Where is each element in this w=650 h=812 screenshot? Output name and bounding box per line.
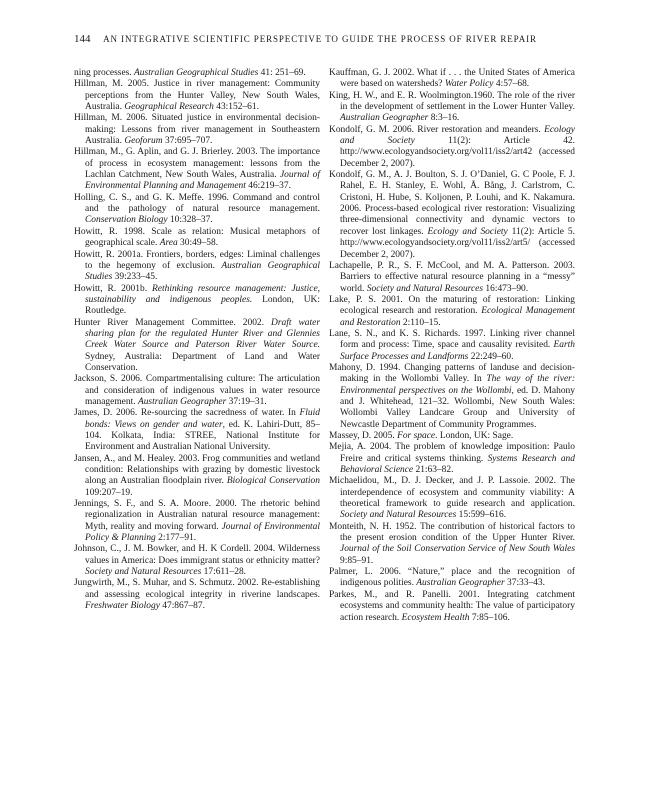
reference-entry <box>74 374 320 408</box>
reference-title-italic: Society and Natural Resources <box>85 567 202 578</box>
reference-title-italic: Australian Geographer <box>137 396 227 407</box>
reference-text: 21:63–82. <box>413 465 454 476</box>
reference-text: Howitt, R. 2001a. Frontiers, borders, edges: Liminal challenges to the hegemony of exclusion. <box>74 249 320 271</box>
reference-text: London, UK: Routledge. <box>85 294 320 317</box>
reference-title-italic: Biological Conservation <box>226 476 320 487</box>
reference-title-italic: Geographical Research <box>124 102 214 113</box>
reference-text: 41: 251–69. <box>258 68 306 78</box>
reference-text: Mahony, D. 1994. Changing patterns of landuse and decision-making in the Wollombi Valley. In <box>329 362 575 385</box>
reference-text: Hillman, M., G. Aplin, and G. J. Brierley. 2003. The importance of process in ecosystem management: lessons from the Lachlan Catchment, New South Wales, Australia. <box>74 147 320 181</box>
reference-text: Hunter River Management Committee. 2002. <box>74 317 272 328</box>
reference-text: Howitt, R. 2001b. <box>74 283 153 294</box>
reference-text: 8:3–16. <box>428 113 460 124</box>
reference-entry <box>74 578 320 612</box>
reference-text: Palmer, L. 2006. “Nature,” place and the recognition of indigenous polities. <box>329 567 575 589</box>
reference-title-italic: Systems Research and Behavioral Science <box>340 453 575 476</box>
reference-title-italic: Ecosystem Health <box>401 612 470 623</box>
reference-text: Jansen, A., and M. Healey. 2003. Frog communities and wetland condition: Relationships with grazing by domestic livestock along an Australian floodplain river. <box>74 453 320 487</box>
reference-text: Holling, C. S., and G. K. Meffe. 1996. Command and control and the pathology of natural resource management. <box>74 192 320 215</box>
reference-text: Lane, S. N., and K. S. Richards. 1997. Linking river channel form and process: Time, space and causality revisited. <box>329 328 575 351</box>
reference-text: 43:152–61. <box>213 102 259 113</box>
reference-text: Johnson, C., J. M. Bowker, and H. K Cordell. 2004. Wilderness values in America: Does immigrant status or ethnicity matter? <box>74 544 320 566</box>
reference-title-italic: Journal of the Soil Conservation Service of New South Wales <box>340 544 575 555</box>
reference-entry <box>74 147 320 192</box>
reference-text: 37:695–707. <box>162 136 213 147</box>
reference-entry <box>329 431 575 442</box>
reference-entry <box>329 590 575 624</box>
reference-title-italic: Conservation Biology <box>85 215 168 226</box>
running-header <box>74 33 594 47</box>
reference-text: ning processes. <box>74 68 135 78</box>
reference-entry <box>74 544 320 578</box>
reference-text: , ed. K. Lahiri-Dutt, 85–104. Kolkata, India: STREE, National Institute for Environment and Australian National University. <box>85 419 320 453</box>
reference-text: 2:177–91. <box>155 533 197 544</box>
reference-text: 11(2): Article 5. http://www.ecologyandsociety.org/vol11/iss2/art5/ (accessed December 2, 2007). <box>340 226 575 260</box>
reference-text: 9:85–91. <box>340 555 374 566</box>
reference-title-italic: Fluid bonds: Views on gender and water <box>85 408 320 430</box>
reference-entry <box>329 363 575 431</box>
reference-title-italic: Australian Geographical Studies <box>134 68 259 78</box>
reference-text: James, D. 2006. Re-sourcing the sacredness of water. In <box>74 408 300 419</box>
reference-text: 4:57–68. <box>493 79 530 90</box>
reference-text: Lachapelle, P. R., S. F. McCool, and M. A. Patterson. 2003. Barriers to effective natural resource planning in a “messy” world. <box>329 260 575 294</box>
reference-title-italic: Journal of Environmental Planning and Management <box>85 170 320 192</box>
reference-title-italic: Society and Natural Resources <box>366 283 484 294</box>
reference-text: Hillman, M. 2006. Situated justice in environmental decision-making: Lessons from river management in Southeastern Australia. <box>74 113 320 147</box>
reference-text: 11(2): Article 42. http://www.ecologyandsociety.org/vol11/iss2/art42 (accessed December 2, 2007). <box>340 136 575 169</box>
reference-title-italic: Rethinking resource management: Justice, sustainability and indigenous peoples. <box>85 283 320 305</box>
references-column-left <box>74 68 320 613</box>
reference-text: Monteith, N. H. 1952. The contribution of historical factors to the present erosion condition of the Upper Hunter River. <box>329 521 575 544</box>
reference-entry <box>329 68 575 91</box>
running-title: AN INTEGRATIVE SCIENTIFIC PERSPECTIVE TO GUIDE THE PROCESS OF RIVER REPAIR <box>103 34 537 44</box>
reference-text: Sydney, Australia: Department of Land and Water Conservation. <box>85 351 320 373</box>
reference-title-italic: Journal of Environmental Policy & Planning <box>85 521 320 544</box>
reference-text: Kauffman, G. J. 2002. What if . . . the United States of America were based on watersheds? <box>329 68 575 90</box>
reference-entry <box>329 442 575 476</box>
reference-text: Mejia, A. 2004. The problem of knowledge imposition: Paulo Freire and critical systems thinking. <box>329 442 575 464</box>
reference-text: Parkes, M., and R. Panelli. 2001. Integrating catchment ecosystems and community health: The value of participatory action research. <box>329 589 575 623</box>
reference-text: 39:233–45. <box>112 272 158 283</box>
reference-title-italic: Geoforum <box>124 136 163 147</box>
reference-text: Howitt, R. 1998. Scale as relation: Musical metaphors of geographical scale. <box>74 226 320 249</box>
reference-entry <box>74 227 320 250</box>
reference-entry <box>329 329 575 363</box>
reference-entry <box>74 408 320 453</box>
reference-text: Massey, D. 2005. <box>329 431 398 441</box>
reference-text: Hillman, M. 2005. Justice in river management: Community perceptions from the Hunter Valley, New South Wales, Australia. <box>74 79 320 113</box>
reference-entry <box>329 125 575 170</box>
reference-entry <box>74 79 320 113</box>
reference-entry <box>329 170 575 261</box>
reference-entry <box>329 476 575 521</box>
reference-entry <box>74 284 320 318</box>
reference-text: 2:110–15. <box>400 317 441 328</box>
reference-text: Kondolf, G. M. 2006. River restoration and meanders. <box>329 124 545 135</box>
reference-entry <box>329 295 575 329</box>
reference-title-italic: Ecological Management and Restoration <box>340 306 575 328</box>
reference-text: 47:867–87. <box>159 601 205 612</box>
reference-title-italic: Society and Natural Resources <box>340 510 457 521</box>
reference-entry <box>74 193 320 227</box>
reference-text: 7:85–106. <box>469 612 510 623</box>
reference-text: 109:207–19. <box>85 487 133 498</box>
reference-title-italic: Australian Geographer <box>416 578 505 589</box>
reference-entry <box>74 250 320 284</box>
reference-title-italic: Draft water sharing plan for the regulated Hunter River and Glennies Creek Water Source and Paterson River Water Source. <box>85 317 320 351</box>
reference-title-italic: The way of the river: Environmental perspectives on the Wollombi <box>340 374 575 396</box>
reference-title-italic: For space <box>397 431 436 441</box>
reference-text: Michaelidou, M., D. J. Decker, and J. P. Lassoie. 2002. The interdependence of ecosystem and community viability: A theoretical framework to guide research and application. <box>329 476 575 510</box>
reference-text: 30:49–58. <box>177 238 219 249</box>
reference-text: 16:473–90. <box>483 283 529 294</box>
reference-entry <box>74 68 320 79</box>
reference-text: Lake, P. S. 2001. On the maturing of restoration: Linking ecological research and restoration. <box>329 294 575 317</box>
reference-title-italic: Water Policy <box>444 79 494 90</box>
reference-title-italic: Earth Surface Processes and Landforms <box>340 340 575 362</box>
reference-text: King, H. W., and E. R. Woolmington.1960. The role of the river in the development of settlement in the Lower Hunter Valley. <box>329 90 575 113</box>
reference-entry <box>329 91 575 125</box>
reference-text: 22:249–60. <box>468 351 514 362</box>
reference-entry <box>329 261 575 295</box>
reference-text: , ed. D. Mahony and J. Whitehead, 121–32. Wollombi, New South Wales: Wollombi Valley Landcare Group and University of Newcastle Department of Community Programmes. <box>340 385 575 430</box>
reference-entry <box>74 454 320 499</box>
reference-entry <box>74 113 320 147</box>
reference-text: 37:19–31. <box>226 396 267 407</box>
references-column-right <box>329 68 575 624</box>
reference-text: Jennings, S. F., and S. A. Moore. 2000. The rhetoric behind regionalization in Australian natural resource management: Myth, reality and moving forward. <box>74 499 320 532</box>
reference-text: Jackson, S. 2006. Compartmentalising culture: The articulation and consideration of indigenous values in water resource management. <box>74 374 320 407</box>
reference-title-italic: Australian Geographical Studies <box>85 260 320 283</box>
reference-title-italic: Ecology and Society <box>427 226 508 237</box>
reference-text: 46:219–37. <box>245 181 291 192</box>
reference-text: Kondolf, G. M., A. J. Boulton, S. J. O’Daniel, G. C Poole, F. J. Rahel, E. H. Stanley, E. Wohl, Å. Bång, J. Carlstrom, C. Cristoni, H. Hube, S. Koljonen, P. Louhi, and K. Nakamura. 2006. Process-based ecological river restoration: Visualizing three-dimensional connectivity and dynamic vectors to recover lost linkages. <box>329 170 575 237</box>
reference-entry <box>74 318 320 375</box>
reference-text: 37:33–43. <box>504 578 546 589</box>
reference-text: 17:611–28. <box>201 567 247 578</box>
reference-text: . London, UK: Sage. <box>435 431 514 441</box>
reference-title-italic: Australian Geographer <box>340 113 429 124</box>
reference-entry <box>329 567 575 590</box>
reference-title-italic: Freshwater Biology <box>85 601 160 612</box>
reference-title-italic: Ecology and Society <box>340 124 575 147</box>
reference-text: Jungwirth, M., S. Muhar, and S. Schmutz. 2002. Re-establishing and assessing ecological integrity in riverine landscapes. <box>74 578 320 600</box>
reference-entry <box>74 499 320 544</box>
reference-text: 15:599–616. <box>456 510 507 521</box>
reference-title-italic: Area <box>159 238 178 249</box>
page-number: 144 <box>74 33 91 45</box>
reference-entry <box>329 522 575 567</box>
reference-text: 10:328–37. <box>167 215 213 226</box>
